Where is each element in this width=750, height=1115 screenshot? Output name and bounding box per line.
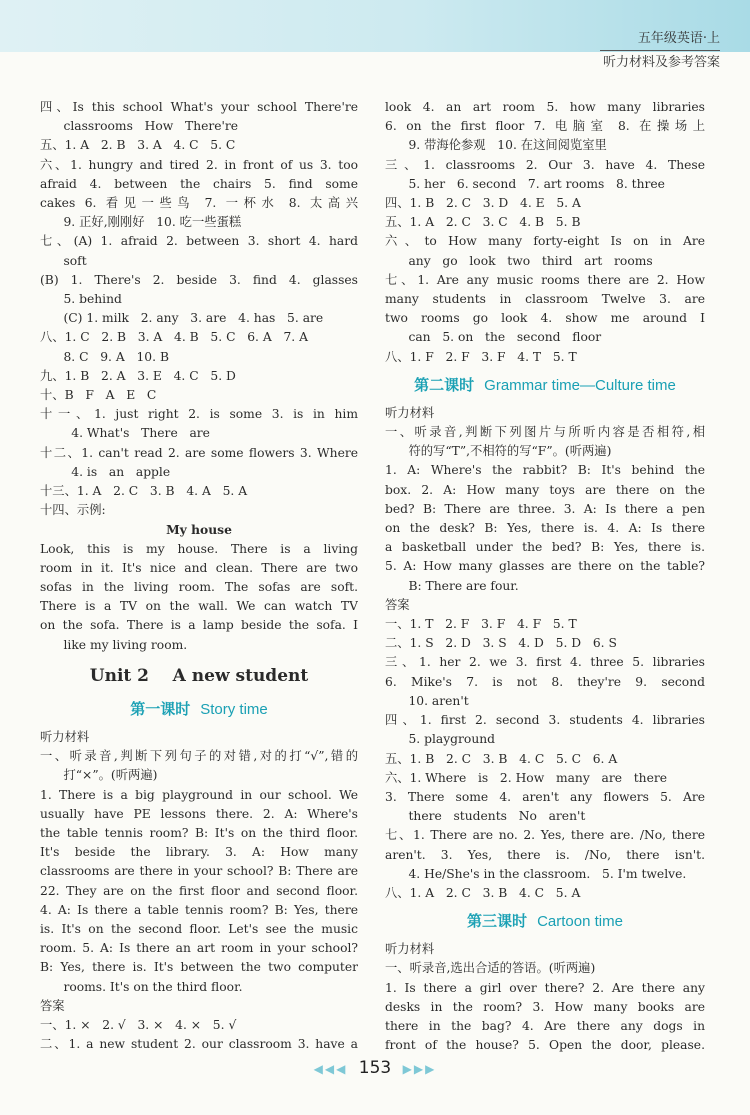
text-line: there in the bag? 4. Are there any dogs in [385, 1018, 705, 1033]
text-line: 符的写“T”,不相符的写“F”。(听两遍) [385, 444, 612, 459]
text-line: two rooms go look 4. show me around I [385, 311, 705, 326]
text-line: bed? B: There are three. 3. A: Is there a pen [385, 501, 705, 516]
text-line: 十二、1. can't read 2. are some flowers 3. Where [40, 445, 358, 460]
text-line: 6. Mike's 7. is not 8. they're 9. second [385, 674, 705, 689]
section-heading: 第三课时 Cartoon time [467, 912, 623, 931]
text-line: 七、1. Are any music rooms there are 2. How [385, 272, 705, 287]
text-line: (C) 1. milk 2. any 3. are 4. has 5. are [40, 311, 324, 326]
text-line: desks in the room? 3. How many books are [385, 999, 705, 1014]
text-line: box. 2. A: How many toys are there on the [385, 482, 705, 497]
text-line: 10. aren't [385, 693, 469, 708]
text-line: 一、1. × 2. √ 3. × 4. × 5. √ [40, 1017, 237, 1032]
text-line: classrooms are there in your school? B: There are [40, 864, 358, 879]
text-line: 一、听录音,判断下列句子的对错,对的打“√”,错的 [40, 749, 358, 764]
text-line: 4. He/She's in the classroom. 5. I'm twelve. [385, 866, 687, 881]
essay-title: My house [166, 522, 232, 538]
text-line: 5. A: How many glasses are there on the table? [385, 559, 705, 574]
text-line: 十三、1. A 2. C 3. B 4. A 5. A [40, 484, 248, 499]
text-line: 六、to How many forty-eight Is on in Are [385, 234, 705, 249]
text-line: classrooms How There're [40, 119, 239, 134]
text-line: 十一、1. just right 2. is some 3. is in him [40, 407, 358, 422]
text-line: 5. her 6. second 7. art rooms 8. three [385, 176, 665, 191]
text-line: room in it. It's nice and clean. There are two [40, 560, 358, 575]
text-line: 三、1. her 2. we 3. first 4. three 5. libraries [385, 655, 705, 670]
text-line: on the sofa. There is a lamp beside the sofa. I [40, 618, 358, 633]
text-line: (B) 1. There's 2. beside 3. find 4. glasses [40, 272, 358, 287]
text-line: aren't. 3. Yes, there is. /No, there isn't. [385, 847, 705, 862]
text-line: 一、1. T 2. F 3. F 4. F 5. T [385, 617, 577, 632]
text-line: 3. There some 4. aren't any flowers 5. Are [385, 789, 705, 804]
text-line: 四、1. B 2. C 3. D 4. E 5. A [385, 196, 581, 211]
text-line: look 4. an art room 5. how many libraries [385, 100, 705, 114]
text-line: 十、B F A E C [40, 388, 157, 403]
page-number: 153 [358, 1058, 392, 1078]
text-line: 一、听录音,选出合适的答语。(听两遍) [385, 961, 596, 976]
text-line: any go look two third art rooms [385, 253, 653, 268]
header-divider [600, 50, 720, 51]
right-column [385, 98, 705, 1055]
text-line: 9. 正好,刚刚好 10. 吃一些蛋糕 [40, 215, 242, 230]
text-line: 七、(A) 1. afraid 2. between 3. short 4. hard [40, 234, 358, 249]
text-line: 1. A: Where's the rabbit? B: It's behind the [385, 463, 705, 478]
text-line: the table tennis room? B: It's on the third floor. [40, 825, 358, 840]
section-heading: 第一课时 Story time [130, 699, 268, 718]
unit-title: Unit 2 A new student [89, 665, 309, 686]
text-line: 四、1. first 2. second 3. students 4. libraries [385, 713, 705, 728]
text-line: 五、1. A 2. B 3. A 4. C 5. C [40, 138, 236, 153]
text-line: Look, this is my house. There is a living [40, 541, 358, 556]
text-line: 八、1. F 2. F 3. F 4. T 5. T [385, 349, 577, 364]
header-subtitle: 听力材料及参考答案 [602, 55, 720, 70]
text-line: 答案 [40, 998, 65, 1013]
text-line: 四、Is this school What's your school There're [40, 100, 358, 114]
text-line: It's beside the library. 3. A: How many [40, 845, 358, 860]
page-footer [0, 1058, 750, 1078]
text-line: 听力材料 [385, 942, 435, 957]
text-line: 9. 带海伦参观 10. 在这间阅览室里 [385, 138, 607, 153]
text-line: can 5. on the second floor [385, 330, 602, 345]
header-grade-title: 五年级英语·上 [637, 31, 720, 46]
text-line: 22. They are on the first floor and second floor. [40, 883, 358, 898]
text-line: 二、1. S 2. D 3. S 4. D 5. D 6. S [385, 636, 617, 651]
text-line: many students in classroom Twelve 3. are [385, 292, 705, 307]
text-line: 六、1. Where is 2. How many are there [385, 770, 668, 785]
text-line: front of the house? 5. Open the door, please. [385, 1038, 705, 1053]
text-line: 六、1. hungry and tired 2. in front of us 3. too [40, 157, 358, 172]
text-line: There is a TV on the wall. We can watch TV [40, 599, 358, 614]
text-line: 三、1. classrooms 2. Our 3. have 4. These [385, 157, 705, 172]
text-line: is. It's on the second floor. Let's see the music [40, 921, 358, 936]
text-line: 4. is an apple [40, 464, 171, 479]
text-line: sofas in the living room. The sofas are soft. [40, 580, 358, 595]
text-line: 五、1. B 2. C 3. B 4. C 5. C 6. A [385, 751, 618, 766]
text-line: 八、1. A 2. C 3. B 4. C 5. A [385, 885, 581, 900]
text-line: 十四、示例: [40, 503, 106, 518]
text-line: 5. playground [385, 732, 496, 747]
prev-arrows-icon: ◀◀◀ [313, 1062, 348, 1076]
text-line: 5. behind [40, 292, 122, 307]
text-line: like my living room. [40, 637, 188, 652]
text-line: 8. C 9. A 10. B [40, 349, 169, 364]
text-line: 一、听录音,判断下列图片与所听内容是否相符,相 [385, 425, 705, 440]
text-line: a basketball under the bed? B: Yes, there is. [385, 540, 705, 555]
text-line: rooms. It's on the third floor. [40, 979, 243, 994]
text-line: B: There are four. [385, 578, 519, 593]
text-line: cakes 6. 看见一些鸟 7. 一杯水 8. 太高兴 [40, 196, 358, 211]
text-line: 听力材料 [40, 729, 90, 744]
left-column [40, 98, 358, 1054]
text-line: usually have PE lessons there. 2. A: Where's [40, 806, 358, 821]
text-line: 4. A: Is there a table tennis room? B: Yes, there [40, 902, 358, 917]
text-line: afraid 4. between the chairs 5. find some [40, 176, 358, 191]
page-header [600, 30, 720, 72]
text-line: 七、1. There are no. 2. Yes, there are. /No, there [385, 828, 705, 843]
text-line: 二、1. a new student 2. our classroom 3. have a [40, 1037, 358, 1052]
text-line: there students No aren't [385, 809, 586, 824]
text-line: 打“×”。(听两遍) [40, 768, 158, 783]
text-line: 6. on the first floor 7. 电脑室 8. 在操场上 [385, 119, 705, 134]
text-line: soft [40, 253, 87, 268]
section-heading: 第二课时 Grammar time—Culture time [414, 375, 676, 394]
text-line: B: Yes, there is. It's between the two computer [40, 960, 358, 975]
text-line: 4. What's There are [40, 426, 210, 441]
text-line: room. 5. A: Is there an art room in your school? [40, 941, 358, 956]
text-line: on the desk? B: Yes, there is. 4. A: Is there [385, 521, 705, 536]
text-line: 1. There is a big playground in our school. We [40, 787, 358, 802]
text-line: 听力材料 [385, 405, 435, 420]
text-line: 答案 [385, 597, 410, 612]
text-line: 八、1. C 2. B 3. A 4. B 5. C 6. A 7. A [40, 330, 308, 345]
text-line: 1. Is there a girl over there? 2. Are there any [385, 980, 705, 995]
text-line: 九、1. B 2. A 3. E 4. C 5. D [40, 368, 236, 383]
text-line: 五、1. A 2. C 3. C 4. B 5. B [385, 215, 581, 230]
next-arrows-icon: ▶▶▶ [402, 1062, 437, 1076]
